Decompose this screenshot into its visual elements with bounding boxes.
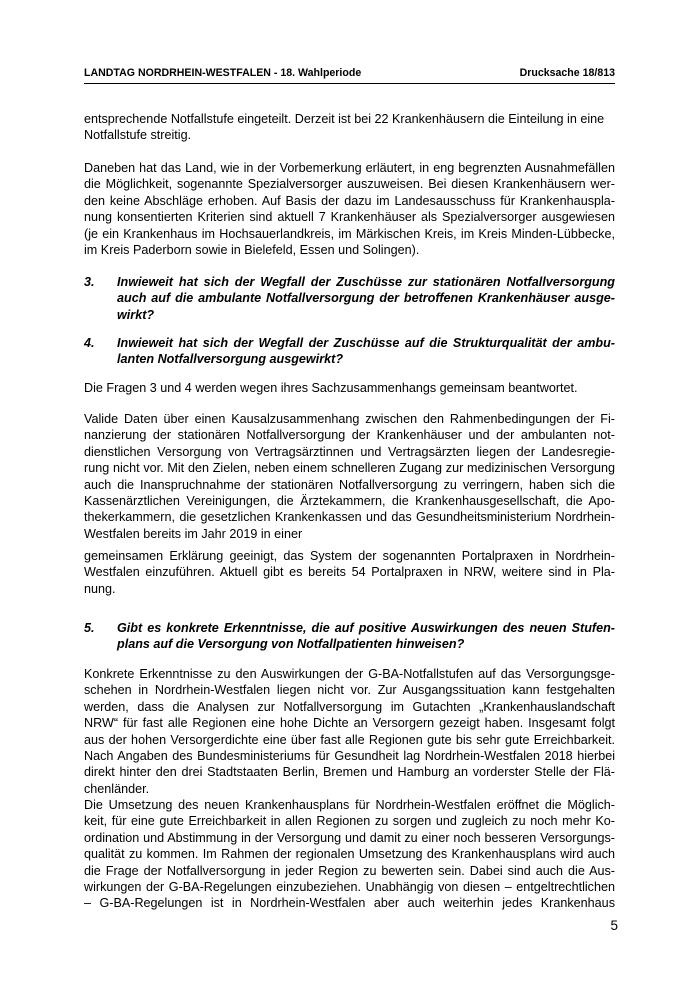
header-document-number: Drucksache 18/813 — [519, 67, 615, 79]
question-number: 4. — [84, 336, 95, 350]
paragraph-2 — [84, 160, 615, 258]
text-line: die Möglichkeit, sogenannte Spezialversorger auszuweisen. Bei diesen Krankenhäusern wer- — [84, 177, 615, 192]
text-line: Konkrete Erkenntnisse zu den Auswirkungen der G-BA-Notfallstufen auf das Versorgungsge- — [84, 667, 615, 681]
text-line: Westfalen einzuführen. Aktuell gibt es bereits 54 Portalpraxen in NRW, weitere sind in Pla- — [84, 565, 615, 580]
text-line: Nach Angaben des Bundesministeriums für Gesundheit lag Nordrhein-Westfalen 2018 hierbei — [84, 749, 615, 764]
text-line: Daneben hat das Land, wie in der Vorbemerkung erläutert, in eng begrenzten Ausnahmefällen — [84, 161, 615, 175]
text-line: Valide Daten über einen Kausalzusammenhang zwischen den Rahmenbedingungen der Fi- — [84, 412, 615, 426]
question-4 — [84, 335, 615, 371]
text-line: Notfallstufe streitig. — [84, 128, 192, 143]
text-line: schehen in Nordrhein-Westfalen liegen nicht vor. Zur Ausgangssituation kann festgehalten — [84, 683, 615, 698]
text-line: – G-BA-Regelungen ist in Nordrhein-Westfalen aber auch weiterhin jedes Krankenhaus — [84, 896, 615, 911]
page-number: 5 — [610, 918, 618, 933]
question-line: wirkt? — [117, 307, 155, 322]
question-line: Gibt es konkrete Erkenntnisse, die auf positive Auswirkungen des neuen Stufen- — [117, 621, 615, 635]
paragraph-6 — [84, 666, 615, 797]
question-line: lanten Notfallversorgung ausgewirkt? — [117, 352, 344, 367]
page-header — [84, 67, 615, 80]
question-3 — [84, 274, 615, 326]
text-line: nanzierung der stationären Notfallversorgung der Krankenhäuser und der ambulanten not- — [84, 428, 615, 443]
question-number: 3. — [84, 275, 95, 289]
paragraph-7 — [84, 797, 615, 912]
header-title: LANDTAG NORDRHEIN-WESTFALEN - 18. Wahlperiode — [84, 67, 362, 79]
question-line: auch auf die ambulante Notfallversorgung der betroffenen Krankenhäuser ausge- — [117, 291, 615, 306]
text-line: nung konsentierten Kriterien sind aktuell 7 Krankenhäuser als Spezialversorger ausgewiesen — [84, 210, 615, 225]
text-line: entsprechende Notfallstufe eingeteilt. Derzeit ist bei 22 Krankenhäusern die Einteilung in eine — [84, 112, 605, 126]
text-line: auch die Inanspruchnahme der stationären Notfallversorgung zu verringern, haben sich die — [84, 477, 615, 492]
paragraph-4 — [84, 411, 615, 542]
text-line: Die Umsetzung des neuen Krankenhausplans für Nordrhein-Westfalen eröffnet die Möglich- — [84, 798, 615, 812]
question-line: Inwieweit hat sich der Wegfall der Zuschüsse zur stationären Notfallversorgung — [117, 275, 615, 289]
text-line: aus der hohen Versorgerdichte eine über fast alle Regionen gute bis sehr gute Erreichbarkeit. — [84, 732, 615, 747]
text-line: Kassenärztlichen Vereinigungen, die Ärztekammern, die Krankenhausgesellschaft, die Apo- — [84, 494, 615, 509]
paragraph-3 — [84, 380, 615, 396]
text-line: werden, dass die Analysen zur Notfallversorgung im Gutachten „Krankenhauslandschaft — [84, 699, 615, 714]
paragraph-5 — [84, 548, 615, 597]
text-line: (je ein Krankenhaus im Hochsauerlandkreis, im Märkischen Kreis, im Kreis Minden-Lübbecke, — [84, 226, 615, 241]
text-line: qualität zu kommen. Im Rahmen der regionalen Umsetzung des Krankenhausplans wird auch — [84, 847, 615, 862]
text-line: ordination und Abstimmung in der Versorgung und damit zu einer noch besseren Versorgungs- — [84, 830, 615, 845]
text-line: gemeinsamen Erklärung geeinigt, das System der sogenannten Portalpraxen in Nordrhein- — [84, 549, 615, 563]
question-number: 5. — [84, 621, 95, 635]
paragraph-1 — [84, 111, 615, 144]
question-5 — [84, 620, 615, 656]
text-line: wirkungen der G-BA-Regelungen einzubeziehen. Unabhängig von diesen – entgeltrechtlichen — [84, 880, 615, 895]
text-line: den keine Abschläge erhoben. Auf Basis der dazu im Landesausschuss für Krankenhauspla- — [84, 193, 615, 208]
text-line: thekerkammern, die gesetzlichen Krankenkassen und das Gesundheitsministerium Nordrhein- — [84, 510, 615, 525]
text-line: direkt hinter den drei Stadtstaaten Berlin, Bremen und Hamburg an vorderster Stelle der Flä- — [84, 765, 615, 780]
text-line: keit, für eine gute Erreichbarkeit in allen Regionen zu sorgen und zugleich zu noch mehr Ko- — [84, 814, 615, 829]
text-line: Westfalen bereits im Jahr 2019 in einer — [84, 526, 303, 541]
text-line: die Frage der Notfallversorgung in jeder Region zu bewerten sein. Dabei sind auch die Aus- — [84, 863, 615, 878]
text-line: rung nicht vor. Mit den Zielen, neben einem schnelleren Zugang zur medizinischen Versorgung — [84, 461, 615, 476]
header-rule — [84, 83, 615, 84]
text-line: dienstlichen Versorgung von Vertragsärztinnen und Vertragsärzten liegen der Landesregie- — [84, 444, 615, 459]
text-line: chenländer. — [84, 781, 150, 796]
question-line: plans auf die Versorgung von Notfallpatienten hinweisen? — [117, 637, 465, 652]
text-line: NRW“ für fast alle Regionen eine hohe Dichte an Versorgern gezeigt haben. Insgesamt folgt — [84, 716, 615, 731]
text-line: Die Fragen 3 und 4 werden wegen ihres Sachzusammenhangs gemeinsam beantwortet. — [84, 381, 578, 395]
text-line: im Kreis Paderborn sowie in Bielefeld, Essen und Solingen). — [84, 243, 420, 258]
question-line: Inwieweit hat sich der Wegfall der Zuschüsse auf die Strukturqualität der ambu- — [117, 336, 615, 350]
text-line: nung. — [84, 581, 116, 596]
